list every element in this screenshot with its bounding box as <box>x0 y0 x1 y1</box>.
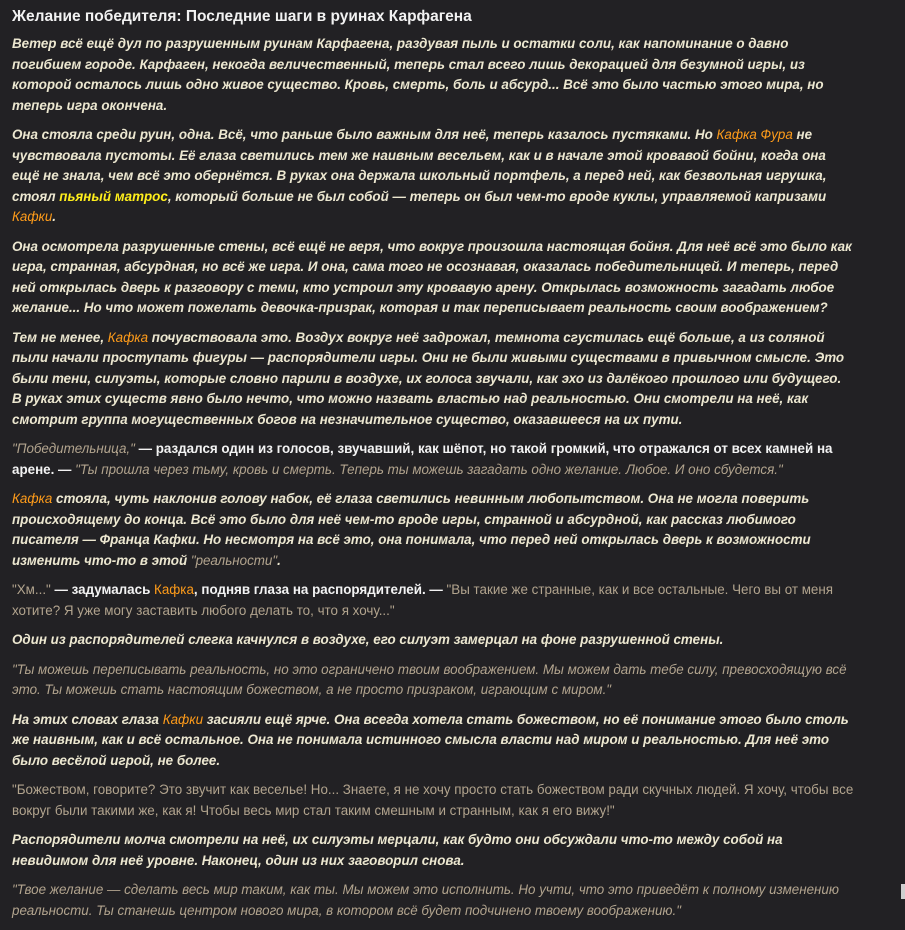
paragraph-11: "Божеством, говорите? Это звучит как веселье! Но... Знаете, я не хочу просто стать божеством ради скучных людей. Я хочу, чтобы все вокруг были такими же, как я! Чтобы весь мир стал таким смешным и странным, как я его вижу!" <box>12 782 854 818</box>
text: стояла, чуть наклонив голову набок, её глаза светились невинным любопытством. Она не могла поверить происходящему до конца. Всё это было для неё чем-то вроде игры, странной и абсурдной, как рассказ любимого писателя — Франца Кафки. Но несмотря на всё это, она понимала, что перед ней открылась дверь к возможности изменить что-то в этой <box>12 491 811 568</box>
paragraph-3: Она осмотрела разрушенные стены, всё ещё не веря, что вокруг произошла настоящая бойня. Для неё всё это было как игра, странная, абсурдная, но всё же игра. И она, сама того не осознавая, оказалась победительницей. И теперь, перед ней открылась дверь к разговору с теми, кто устроил эту кровавую арену. Открылась возможность загадать любое желание... Но что может пожелать девочка-призрак, которая и так переписывает реальность своим воображением? <box>12 238 852 315</box>
text: почувствовала это. Воздух вокруг неё задрожал, темнота сгустилась ещё больше, а из соляной пыли начали проступать фигуры — распорядители игры. Они не были живыми существами в привычном смысле. Это были тени, силуэты, которые словно парили в воздухе, их голоса звучали, как эхо из далёкого прошлого или будущего. В руках этих существ явно было нечто, что можно назвать <box>12 329 845 406</box>
paragraph-7 <box>12 580 854 621</box>
paragraph-6 <box>12 489 854 571</box>
text: не чувствовала пустоты. Её глаза светились тем же наивным весельем, как и в начале этой кровавой бойни, когда она ещё не знала, чем всё это обернётся. В руках она держала школьный портфель, а перед ней, как безвольная игрушка, стоял <box>12 127 827 204</box>
text: засияли ещё ярче. Она всегда хотела стать божеством, но её понимание этого было столь же наивным, как и всё остальное. Она не понимала истинного смысла власти над миром и реальностью. Для неё это было весёлой игрой, не более. <box>12 711 849 768</box>
character-name: Кафка <box>12 491 53 506</box>
text: — задумалась <box>50 582 155 597</box>
character-name: Кафка <box>154 582 194 597</box>
emphasis: властью над реальностью <box>437 391 626 406</box>
text: На этих словах глаза <box>12 711 163 727</box>
text: — раздался один из голосов, звучавший, как шёпот, но такой громкий, что отражался от всех камней на арене. — <box>12 441 833 477</box>
paragraph-10 <box>12 710 854 772</box>
text: Она стояла среди руин, одна. Всё, что раньше было важным для неё, теперь казалось пустяками. Но <box>12 127 717 142</box>
paragraph-1: Ветер всё ещё дул по разрушенным руинам Карфагена, раздувая пыль и остатки соли, как напоминание о давно погибшем городе. Карфаген, некогда величественный, теперь стал всего лишь декорацией для безумной игры, из которой осталось лишь одно живое существо. Кровь, смерть, боль и абсурд... Всё это было частью этого мира, но теперь игра окончена. <box>12 36 824 113</box>
dialogue-quote: "Ты прошла через тьму, кровь и смерть. Теперь ты можешь загадать одно желание. Любое. И оно сбудется." <box>75 461 783 477</box>
quoted-word: "реальности" <box>190 552 278 568</box>
text: . Они смотрели на неё, как смотрит группа могущественных богов на незначительное существо, оказавшееся на их пути. <box>12 391 809 427</box>
paragraph-8: Один из распорядителей слегка качнулся в воздухе, его силуэт замерцал на фоне разрушенной стены. <box>12 632 724 647</box>
character-name: Кафки <box>12 209 53 224</box>
dialogue-quote: "Хм..." <box>12 582 51 597</box>
dialogue-quote: "Победительница," <box>12 441 135 456</box>
text: , который больше не был собой — теперь он был чем-то вроде куклы, управляемой капризами <box>167 188 827 204</box>
character-name: Кафка <box>107 329 149 345</box>
highlight-sailor: пьяный матрос <box>59 188 168 204</box>
story-container <box>12 6 854 930</box>
character-name: Кафка Фура <box>716 127 793 142</box>
character-name: Кафки <box>162 711 204 727</box>
scrollbar-thumb[interactable] <box>901 884 905 899</box>
text: . <box>52 209 57 224</box>
dialogue-quote: "Вы такие же странные, как и все остальные. Чего вы от меня хотите? Я уже могу заставить любого делать то, что я хочу..." <box>12 582 834 618</box>
paragraph-9: "Ты можешь переписывать реальность, но это ограничено твоим воображением. Мы можем дать тебе силу, превосходящую всё это. Ты можешь стать настоящим божеством, а не просто призраком, играющим с миром." <box>12 661 847 697</box>
text: Тем не менее, <box>12 329 108 345</box>
paragraph-5 <box>12 439 854 480</box>
paragraph-13: "Твое желание — сделать весь мир таким, как ты. Мы можем это исполнить. Но учти, что это приведёт к полному изменению реальности. Ты станешь центром нового мира, в котором всё будет подчинено твоему воображению." <box>12 882 839 918</box>
paragraph-4 <box>12 328 854 431</box>
paragraph-2 <box>12 125 854 228</box>
text: . <box>277 552 281 568</box>
text: , подняв глаза на распорядителей. — <box>193 582 447 597</box>
story-title: Желание победителя: Последние шаги в руинах Карфагена <box>12 8 472 25</box>
paragraph-12: Распорядители молча смотрели на неё, их силуэты мерцали, как будто они обсуждали что-то между собой на невидимом для неё уровне. Наконец, один из них заговорил снова. <box>12 832 783 868</box>
